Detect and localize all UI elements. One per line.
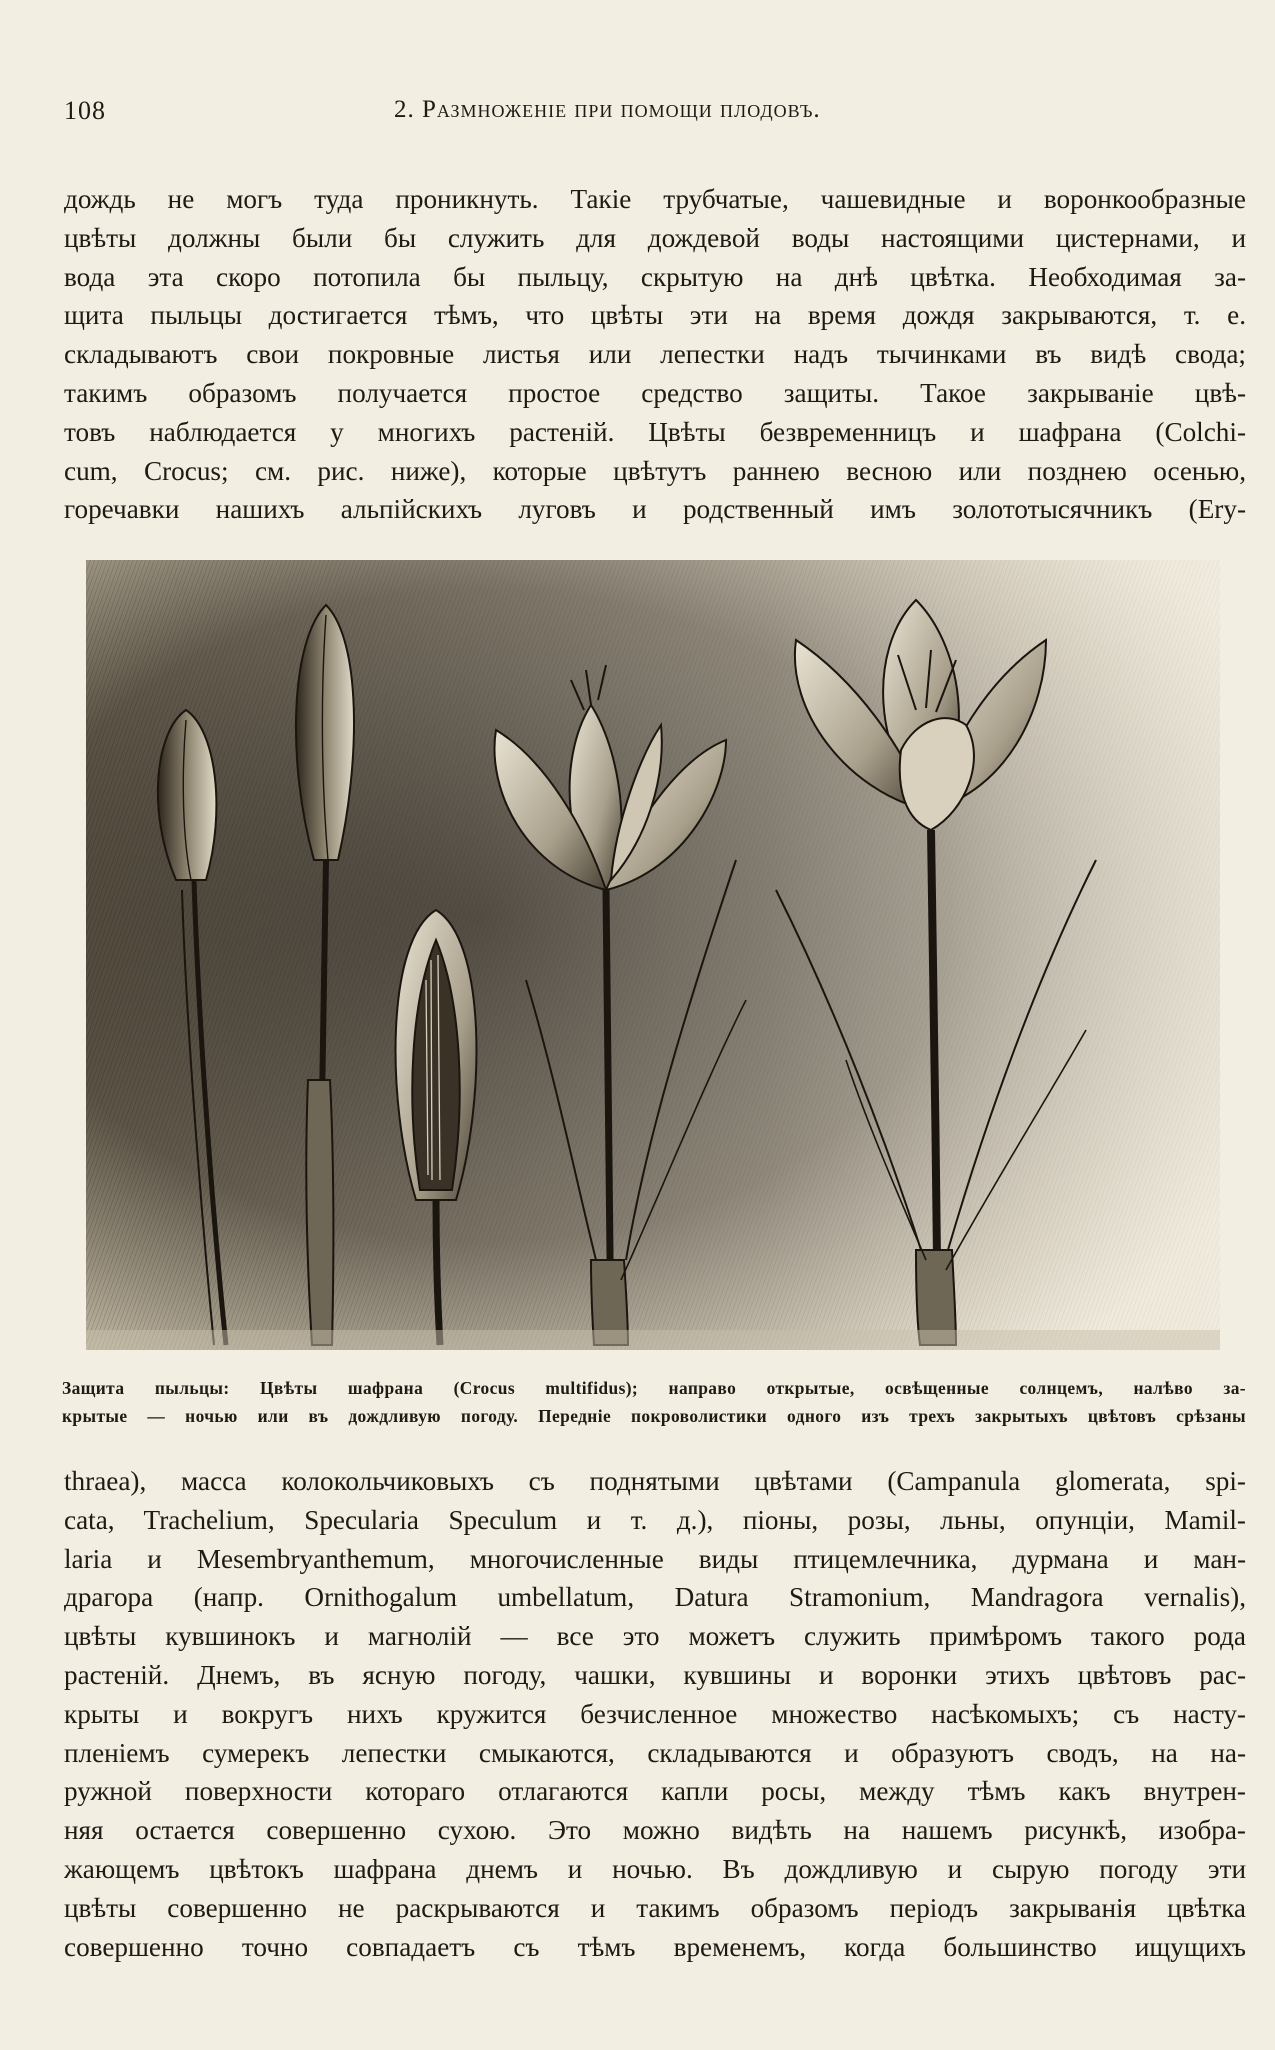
paragraph-bottom — [64, 1462, 1246, 1966]
text-line: цвѣты должны были бы служить для дождевой воды настоящими цистернами, и — [64, 222, 1246, 253]
paragraph-top — [64, 180, 1246, 529]
text-line: растеній. Днемъ, въ ясную погоду, чашки, кувшины и воронки этихъ цвѣтовъ рас- — [64, 1659, 1246, 1690]
text-line: жающемъ цвѣтокъ шафрана днемъ и ночью. Въ дождливую и сырую погоду эти — [64, 1853, 1246, 1884]
text-line: совершенно точно совпадаетъ съ тѣмъ временемъ, когда большинство ищущихъ — [64, 1931, 1246, 1962]
text-line: товъ наблюдается у многихъ растеній. Цвѣты безвременницъ и шафрана (Colchi- — [64, 416, 1246, 447]
caption-line: Защита пыльцы: Цвѣты шафрана (Crocus multifidus); направо открытые, освѣщенные солнцемъ, налѣво за- — [62, 1378, 1246, 1398]
text-line: thraea), масса колокольчиковыхъ съ поднятыми цвѣтами (Campanula glomerata, spi- — [64, 1466, 1246, 1496]
text-line: cum, Crocus; см. рис. ниже), которые цвѣтутъ раннею весною или позднею осенью, — [64, 455, 1246, 486]
text-line: laria и Mesembryanthemum, многочисленные виды птицемлечника, дурмана и ман- — [64, 1543, 1246, 1574]
figure-caption — [62, 1374, 1246, 1430]
text-line: складываютъ свои покровные листья или лепестки надъ тычинками въ видѣ свода; — [64, 339, 1246, 370]
text-line: щита пыльцы достигается тѣмъ, что цвѣты эти на время дождя закрываются, т. е. — [64, 300, 1246, 331]
text-line: такимъ образомъ получается простое средство защиты. Такое закрываніе цвѣ- — [64, 377, 1246, 408]
background-fade — [86, 560, 1220, 1350]
caption-line: крытые — ночью или въ дождливую погоду. Передніе покроволистики одного изъ трехъ закрытыхъ цвѣтовъ срѣзаны — [62, 1406, 1246, 1426]
running-head: 2. Размноженіе при помощи плодовъ. — [394, 96, 821, 123]
text-line: няя остается совершенно сухою. Это можно видѣть на нашемъ рисункѣ, изобра- — [64, 1815, 1246, 1846]
text-line: cata, Trachelium, Specularia Speculum и т. д.), піоны, розы, льны, опунціи, Mamil- — [64, 1504, 1246, 1535]
text-line: драгора (напр. Ornithogalum umbellatum, Datura Stramonium, Mandragora vernalis), — [64, 1582, 1246, 1613]
text-line: горечавки нашихъ альпійскихъ луговъ и родственный имъ золототысячникъ (Ery- — [64, 494, 1246, 525]
text-line: ружной поверхности котораго отлагаются капли росы, между тѣмъ какъ внутрен- — [64, 1776, 1246, 1807]
text-line: дождь не могъ туда проникнуть. Такіе трубчатые, чашевидные и воронкообразные — [64, 184, 1246, 214]
page-number: 108 — [64, 96, 106, 125]
text-line: крыты и вокругъ нихъ кружится безчисленное множество насѣкомыхъ; съ насту- — [64, 1698, 1246, 1729]
text-line: цвѣты кувшинокъ и магнолій — все это можетъ служить примѣромъ такого рода — [64, 1621, 1246, 1652]
page-header — [64, 96, 1246, 136]
text-line: цвѣты совершенно не раскрываются и такимъ образомъ періодъ закрыванія цвѣтка — [64, 1892, 1246, 1923]
ground-strip — [86, 1330, 1220, 1350]
text-line: пленіемъ сумерекъ лепестки смыкаются, складываются и образуютъ сводъ, на на- — [64, 1737, 1246, 1768]
crocus-illustration — [86, 560, 1220, 1350]
text-line: вода эта скоро потопила бы пыльцу, скрытую на днѣ цвѣтка. Необходимая за- — [64, 261, 1246, 292]
